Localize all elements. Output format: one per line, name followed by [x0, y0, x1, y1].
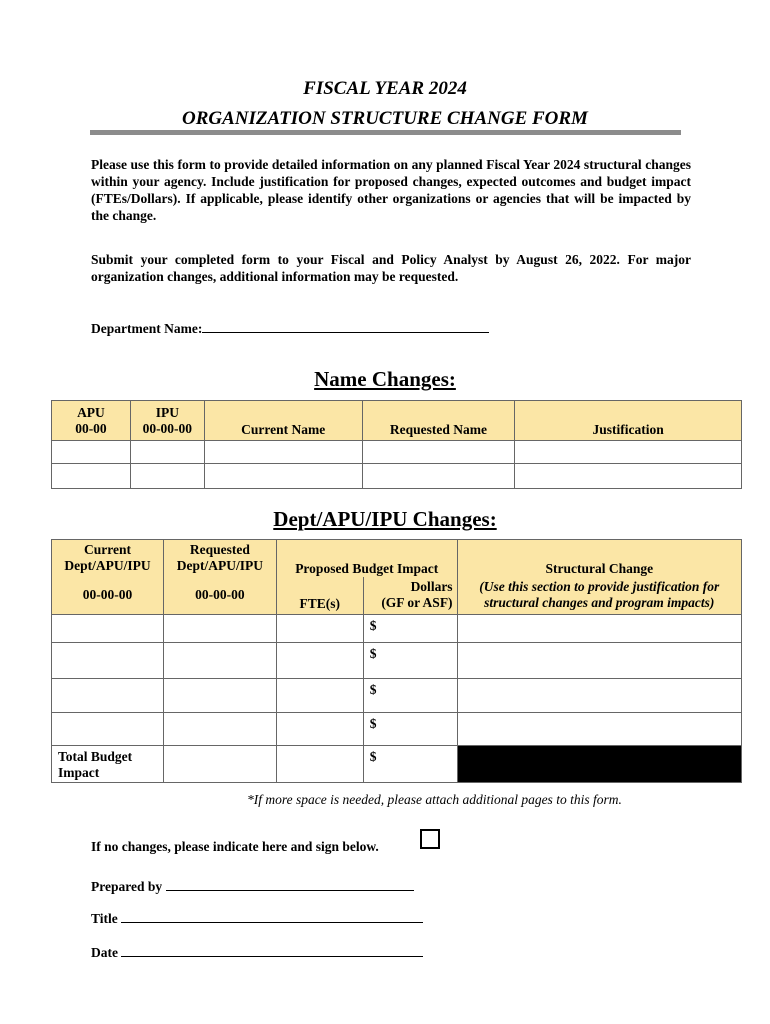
no-changes-checkbox[interactable]: [420, 829, 440, 849]
dept-changes-heading: Dept/APU/IPU Changes:: [273, 507, 497, 531]
total-budget-row: [52, 746, 742, 783]
cell-input[interactable]: [52, 679, 164, 713]
footnote: *If more space is needed, please attach additional pages to this form.: [247, 792, 622, 807]
total-dollars-cell[interactable]: $: [363, 746, 457, 783]
cell-input[interactable]: [163, 746, 276, 783]
cell-input[interactable]: [163, 713, 276, 746]
cell-input[interactable]: [276, 643, 363, 679]
dollars-cell[interactable]: $: [363, 615, 457, 643]
cell-input[interactable]: [52, 441, 131, 464]
cell-input[interactable]: [457, 643, 741, 679]
title-row: [91, 908, 423, 927]
col-justification: Justification: [515, 401, 742, 441]
title-divider: [90, 130, 681, 135]
col-requested-name: Requested Name: [362, 401, 515, 441]
cell-input[interactable]: [457, 679, 741, 713]
cell-input[interactable]: [276, 713, 363, 746]
intro-paragraph: Please use this form to provide detailed information on any planned Fiscal Year 2024 structural changes within your agency. Include justification for proposed changes, expected outcomes and budget impact (FTEs/Dollars). If applicable, please identify other organizations or agencies that will be impacted by the change.: [91, 157, 691, 223]
col-ftes: FTE(s): [276, 577, 363, 615]
col-ipu: IPU 00-00-00: [130, 401, 204, 441]
cell-input[interactable]: [130, 441, 204, 464]
col-structural-note: (Use this section to provide justification for structural changes and program impacts): [457, 577, 741, 615]
col-proposed-budget-impact: Proposed Budget Impact: [276, 540, 457, 577]
total-budget-label: Total Budget Impact: [52, 746, 164, 783]
date-field[interactable]: [121, 942, 423, 957]
no-changes-label: If no changes, please indicate here and sign below.: [91, 839, 379, 854]
cell-input[interactable]: [204, 441, 362, 464]
col-requested-dept-format: 00-00-00: [163, 577, 276, 615]
date-row: [91, 942, 423, 961]
table-row: [52, 713, 742, 746]
cell-input[interactable]: [362, 441, 515, 464]
cell-input[interactable]: [52, 643, 164, 679]
cell-input[interactable]: [163, 679, 276, 713]
table-header-row: [52, 540, 742, 577]
department-name-field[interactable]: [202, 318, 489, 333]
name-changes-heading: Name Changes:: [314, 367, 456, 391]
dollars-cell[interactable]: $: [363, 679, 457, 713]
prepared-by-field[interactable]: [166, 876, 414, 891]
table-row: [52, 441, 742, 464]
col-current-dept: Current Dept/APU/IPU: [52, 540, 164, 577]
col-requested-dept: Requested Dept/APU/IPU: [163, 540, 276, 577]
cell-input[interactable]: [204, 464, 362, 489]
col-current-dept-format: 00-00-00: [52, 577, 164, 615]
dept-changes-table: [51, 539, 742, 783]
cell-input[interactable]: [457, 713, 741, 746]
cell-input[interactable]: [163, 615, 276, 643]
submit-instructions: Submit your completed form to your Fiscal and Policy Analyst by August 26, 2022. For major organization changes, additional information may be requested.: [91, 252, 691, 284]
cell-input[interactable]: [163, 643, 276, 679]
prepared-by-row: [91, 876, 414, 895]
dollars-cell[interactable]: $: [363, 713, 457, 746]
form-title-year: FISCAL YEAR 2024: [303, 78, 467, 99]
cell-input[interactable]: [52, 713, 164, 746]
cell-input[interactable]: [515, 441, 742, 464]
table-row: [52, 643, 742, 679]
col-current-name: Current Name: [204, 401, 362, 441]
blacked-out-cell: [457, 746, 741, 783]
cell-input[interactable]: [276, 679, 363, 713]
department-name-label: Department Name:: [91, 321, 203, 336]
col-apu: APU 00-00: [52, 401, 131, 441]
cell-input[interactable]: [515, 464, 742, 489]
cell-input[interactable]: [276, 746, 363, 783]
cell-input[interactable]: [457, 615, 741, 643]
cell-input[interactable]: [130, 464, 204, 489]
cell-input[interactable]: [362, 464, 515, 489]
title-field[interactable]: [121, 908, 423, 923]
col-dollars: Dollars (GF or ASF): [363, 577, 457, 615]
date-label: Date: [91, 945, 118, 960]
dollars-cell[interactable]: $: [363, 643, 457, 679]
form-title: ORGANIZATION STRUCTURE CHANGE FORM: [182, 108, 588, 129]
prepared-by-label: Prepared by: [91, 879, 163, 894]
title-label: Title: [91, 911, 118, 926]
name-changes-table: [51, 400, 742, 489]
table-row: [52, 615, 742, 643]
department-name-row: [91, 318, 489, 337]
cell-input[interactable]: [276, 615, 363, 643]
table-header-row: [52, 401, 742, 441]
table-row: [52, 679, 742, 713]
col-structural-change: Structural Change: [457, 540, 741, 577]
table-header-row: [52, 577, 742, 615]
table-row: [52, 464, 742, 489]
cell-input[interactable]: [52, 464, 131, 489]
cell-input[interactable]: [52, 615, 164, 643]
